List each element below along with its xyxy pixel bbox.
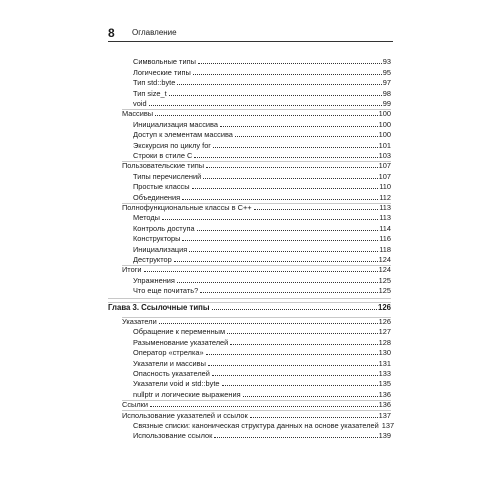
toc-dot-leader bbox=[206, 354, 378, 355]
toc-dot-leader bbox=[230, 344, 377, 345]
toc-dot-leader bbox=[235, 136, 378, 137]
toc-dot-leader bbox=[203, 178, 377, 179]
toc-entry-title: Методы bbox=[133, 213, 160, 223]
toc-dot-leader bbox=[182, 240, 378, 241]
toc-subsection-entry[interactable] bbox=[133, 274, 391, 284]
toc-entry-title: Указатели bbox=[122, 316, 157, 326]
toc-subsection-entry[interactable] bbox=[133, 212, 391, 222]
toc-subsection-entry[interactable] bbox=[133, 336, 391, 346]
toc-entry-title: Массивы bbox=[122, 109, 154, 119]
toc-entry-title: Деструктор bbox=[133, 254, 172, 264]
toc-section-entry[interactable] bbox=[122, 160, 391, 170]
toc-entry-page: 135 bbox=[378, 379, 391, 389]
toc-entry-title: Полнофункциональные классы в C++ bbox=[122, 202, 252, 212]
toc-subsection-entry[interactable] bbox=[133, 357, 391, 367]
toc-entry-page: 107 bbox=[378, 161, 391, 171]
toc-entry-title: Символьные типы bbox=[133, 57, 196, 67]
toc-section-entry[interactable] bbox=[122, 264, 391, 274]
toc-entry-title: Тип size_t bbox=[133, 88, 167, 98]
toc-subsection-entry[interactable] bbox=[133, 326, 391, 336]
toc-dot-leader bbox=[243, 396, 378, 397]
toc-entry-page: 125 bbox=[378, 275, 391, 285]
page-number: 8 bbox=[108, 26, 115, 40]
toc-subsection-entry[interactable] bbox=[133, 233, 391, 243]
toc-subsection-entry[interactable] bbox=[133, 254, 391, 264]
toc-entry-page: 137 bbox=[381, 420, 395, 430]
toc-subsection-entry[interactable] bbox=[133, 420, 395, 430]
toc-entry-page: 100 bbox=[378, 109, 391, 119]
toc-entry-page: 113 bbox=[379, 202, 391, 212]
toc-entry-title: Конструкторы bbox=[133, 234, 181, 244]
toc-entry-title: Опасность указателей bbox=[133, 368, 210, 378]
toc-entry-page: 126 bbox=[378, 316, 391, 326]
toc-dot-leader bbox=[200, 292, 377, 293]
toc-entry-page: 100 bbox=[378, 130, 391, 140]
toc-entry-title: Тип std::byte bbox=[133, 78, 176, 88]
toc-entry-page: 95 bbox=[382, 67, 391, 77]
toc-entry-title: Контроль доступа bbox=[133, 223, 195, 233]
toc-entry-page: 130 bbox=[378, 348, 391, 358]
toc-subsection-entry[interactable] bbox=[133, 368, 391, 378]
toc-chapter-entry[interactable] bbox=[108, 301, 391, 311]
toc-dot-leader bbox=[174, 261, 378, 262]
toc-separator bbox=[108, 298, 391, 299]
toc-entry-title: Строки в стиле C bbox=[133, 150, 193, 160]
toc-entry-title: Типы перечислений bbox=[133, 171, 202, 181]
toc-dot-leader bbox=[182, 199, 378, 200]
toc-entry-page: 118 bbox=[379, 244, 391, 254]
toc-dot-leader bbox=[212, 375, 378, 376]
toc-dot-leader bbox=[254, 209, 379, 210]
toc-dot-leader bbox=[177, 282, 378, 283]
toc-section-entry[interactable] bbox=[122, 316, 391, 326]
toc-section-entry[interactable] bbox=[122, 202, 391, 212]
toc-entry-page: 101 bbox=[378, 140, 391, 150]
toc-dot-leader bbox=[214, 437, 377, 438]
toc-entry-title: Ссылки bbox=[122, 400, 149, 410]
toc-entry-page: 139 bbox=[378, 431, 391, 441]
toc-subsection-entry[interactable] bbox=[133, 181, 391, 191]
toc-dot-leader bbox=[227, 333, 378, 334]
toc-dot-leader bbox=[212, 309, 377, 310]
toc-entry-title: Глава 3. Ссылочные типы bbox=[108, 302, 210, 312]
toc-entry-page: 93 bbox=[382, 57, 391, 67]
toc-entry-page: 125 bbox=[378, 286, 391, 296]
toc-dot-leader bbox=[250, 417, 378, 418]
toc-dot-leader bbox=[189, 251, 378, 252]
toc-entry-page: 107 bbox=[378, 171, 391, 181]
toc-dot-leader bbox=[194, 157, 377, 158]
toc-entry-title: Упражнения bbox=[133, 275, 175, 285]
toc-entry-title: Указатели void и std::byte bbox=[133, 379, 220, 389]
toc-entry-title: Инициализация массива bbox=[133, 119, 219, 129]
toc-entry-page: 97 bbox=[382, 78, 391, 88]
toc-entry-page: 124 bbox=[378, 265, 391, 275]
toc-entry-title: Простые классы bbox=[133, 182, 190, 192]
toc-entry-page: 137 bbox=[378, 410, 391, 420]
toc-subsection-entry[interactable] bbox=[133, 129, 391, 139]
toc-subsection-entry[interactable] bbox=[133, 77, 391, 87]
toc-dot-leader bbox=[162, 219, 378, 220]
toc-dot-leader bbox=[193, 74, 382, 75]
toc-dot-leader bbox=[206, 167, 378, 168]
toc-entry-title: nullptr и логические выражения bbox=[133, 389, 241, 399]
toc-entry-page: 116 bbox=[379, 234, 391, 244]
toc-section-entry[interactable] bbox=[122, 399, 391, 409]
toc-subsection-entry[interactable] bbox=[133, 139, 391, 149]
toc-entry-page: 128 bbox=[378, 337, 391, 347]
toc-entry-page: 136 bbox=[378, 400, 391, 410]
toc-dot-leader bbox=[192, 188, 379, 189]
running-header bbox=[108, 27, 393, 42]
toc-entry-page: 113 bbox=[379, 213, 391, 223]
toc-entry-page: 131 bbox=[378, 358, 391, 368]
toc-entry-title: Итоги bbox=[122, 265, 142, 275]
toc-entry-title: Разыменование указателей bbox=[133, 337, 229, 347]
toc-entry-page: 112 bbox=[379, 192, 391, 202]
toc-entry-page: 110 bbox=[379, 182, 391, 192]
toc-subsection-entry[interactable] bbox=[133, 285, 391, 295]
toc-subsection-entry[interactable] bbox=[133, 243, 391, 253]
toc-entry-title: Указатели и массивы bbox=[133, 358, 206, 368]
toc-entry-title: Обращение к переменным bbox=[133, 327, 226, 337]
toc-entry-title: Оператор «стрелка» bbox=[133, 348, 204, 358]
toc-subsection-entry[interactable] bbox=[133, 378, 391, 388]
toc-entry-page: 103 bbox=[378, 150, 391, 160]
toc-entry-title: void bbox=[133, 98, 147, 108]
toc-subsection-entry[interactable] bbox=[133, 388, 391, 398]
toc-entry-page: 99 bbox=[382, 98, 391, 108]
toc-entry-page: 136 bbox=[378, 389, 391, 399]
toc-dot-leader bbox=[144, 271, 378, 272]
toc-entry-page: 114 bbox=[379, 223, 391, 233]
toc-entry-title: Использование указателей и ссылок bbox=[122, 410, 248, 420]
toc-subsection-entry[interactable] bbox=[133, 347, 391, 357]
toc-section-entry[interactable] bbox=[122, 108, 391, 118]
toc-entry-page: 124 bbox=[378, 254, 391, 264]
toc-dot-leader bbox=[208, 365, 378, 366]
toc-entry-title: Пользовательские типы bbox=[122, 161, 205, 171]
toc-dot-leader bbox=[177, 84, 381, 85]
toc-subsection-entry[interactable] bbox=[133, 170, 391, 180]
toc-subsection-entry[interactable] bbox=[133, 87, 391, 97]
toc-entry-title: Что еще почитать? bbox=[133, 286, 199, 296]
toc-dot-leader bbox=[213, 147, 378, 148]
toc-entry-page: 126 bbox=[377, 302, 391, 312]
toc-dot-leader bbox=[149, 105, 382, 106]
toc-entry-title: Связные списки: каноническая структура данных на основе указателей bbox=[133, 420, 379, 430]
toc-entry-page: 127 bbox=[378, 327, 391, 337]
toc-subsection-entry[interactable] bbox=[133, 150, 391, 160]
toc-subsection-entry[interactable] bbox=[133, 98, 391, 108]
toc-dot-leader bbox=[169, 95, 382, 96]
toc-subsection-entry[interactable] bbox=[133, 66, 391, 76]
toc-subsection-entry[interactable] bbox=[133, 222, 391, 232]
toc-dot-leader bbox=[150, 406, 378, 407]
toc-entry-page: 100 bbox=[378, 119, 391, 129]
toc-section-entry[interactable] bbox=[122, 409, 391, 419]
toc-dot-leader bbox=[197, 230, 379, 231]
toc-entry-page: 133 bbox=[378, 368, 391, 378]
toc-dot-leader bbox=[220, 126, 378, 127]
toc-dot-leader bbox=[155, 115, 378, 116]
toc-entry-title: Инициализация bbox=[133, 244, 188, 254]
toc-entry-page: 98 bbox=[382, 88, 391, 98]
toc-entry-title: Логические типы bbox=[133, 67, 191, 77]
toc-subsection-entry[interactable] bbox=[133, 191, 391, 201]
toc-entry-title: Экскурсия по циклу for bbox=[133, 140, 211, 150]
running-title: Оглавление bbox=[132, 28, 177, 37]
toc-entry-title: Доступ к элементам массива bbox=[133, 130, 233, 140]
toc-entry-title: Объединения bbox=[133, 192, 181, 202]
toc-dot-leader bbox=[198, 63, 382, 64]
toc-subsection-entry[interactable] bbox=[133, 56, 391, 66]
toc-subsection-entry[interactable] bbox=[133, 430, 391, 440]
toc-subsection-entry[interactable] bbox=[133, 118, 391, 128]
toc-entry-title: Использование ссылок bbox=[133, 431, 213, 441]
toc-dot-leader bbox=[222, 385, 378, 386]
toc-dot-leader bbox=[159, 323, 378, 324]
